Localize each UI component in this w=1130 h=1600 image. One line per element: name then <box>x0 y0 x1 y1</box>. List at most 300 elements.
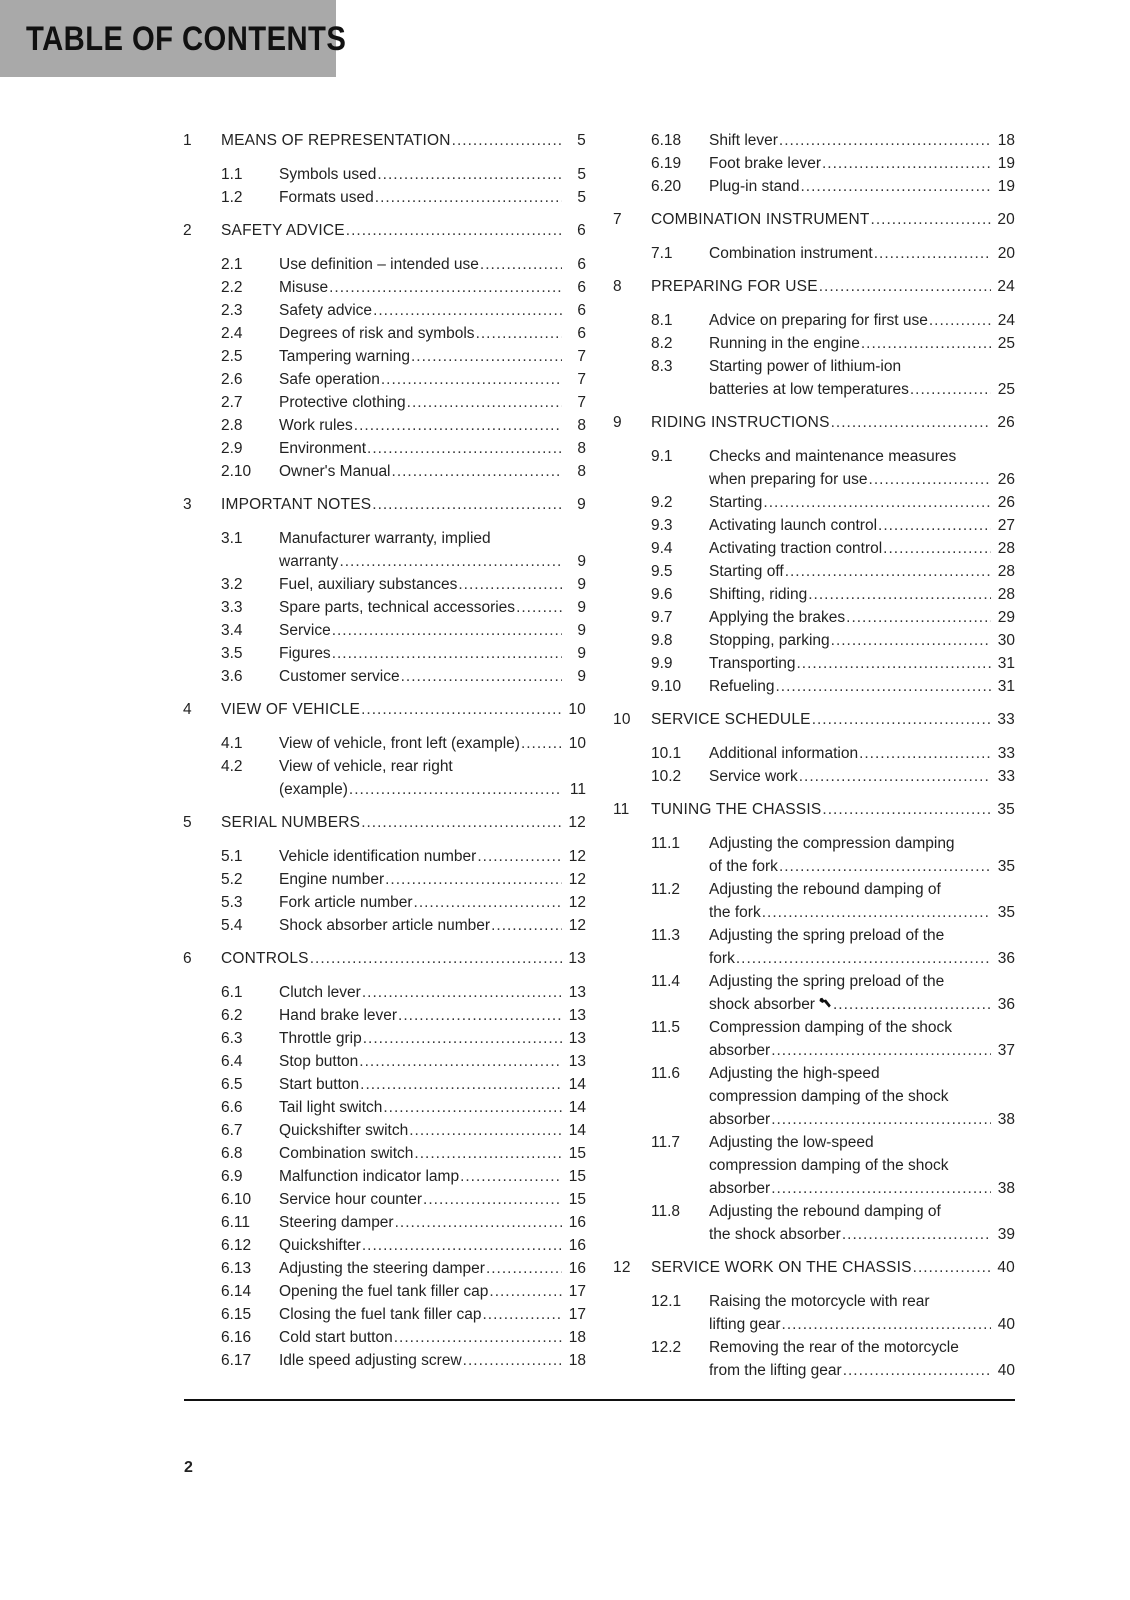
entry-title <box>709 742 1015 765</box>
entry-title-line <box>709 537 1015 560</box>
toc-subsection-entry[interactable] <box>613 1336 1015 1382</box>
dot-leader <box>489 1280 562 1303</box>
toc-subsection-entry[interactable] <box>183 1004 586 1027</box>
entry-page-number: 18 <box>997 132 1015 149</box>
entry-title-text: Symbols used <box>279 166 377 183</box>
entry-title-text: Vehicle identification number <box>279 848 477 865</box>
entry-page-number: 26 <box>997 494 1015 511</box>
entry-number: 10.1 <box>651 745 682 762</box>
toc-subsection-entry[interactable] <box>613 152 1015 175</box>
entry-title <box>709 242 1015 265</box>
entry-number: 3.6 <box>221 668 243 685</box>
toc-subsection-entry[interactable] <box>613 765 1015 788</box>
toc-subsection-entry[interactable] <box>183 1119 586 1142</box>
toc-subsection-entry[interactable] <box>183 642 586 665</box>
toc-subsection-entry[interactable] <box>613 652 1015 675</box>
entry-title-text: Service work <box>709 768 798 785</box>
entry-title-line <box>279 163 586 186</box>
dot-leader <box>796 652 991 675</box>
dot-leader <box>763 491 991 514</box>
toc-subsection-entry[interactable] <box>613 924 1015 970</box>
entry-title-line <box>221 493 586 516</box>
entry-title <box>709 606 1015 629</box>
entry-title-line <box>709 675 1015 698</box>
toc-subsection-entry[interactable] <box>183 1326 586 1349</box>
toc-subsection-entry[interactable] <box>183 573 586 596</box>
toc-subsection-entry[interactable] <box>613 560 1015 583</box>
entry-page-number: 6 <box>577 256 586 273</box>
entry-number: 9.9 <box>651 655 673 672</box>
entry-title-line: Adjusting the spring preload of the <box>709 927 945 944</box>
entry-number: 2.10 <box>221 463 252 480</box>
toc-subsection-entry[interactable] <box>183 437 586 460</box>
dot-leader <box>843 1359 991 1382</box>
entry-title <box>651 1256 1015 1279</box>
entry-number: 12.1 <box>651 1293 682 1310</box>
entry-number: 3.2 <box>221 576 243 593</box>
entry-title-text: Safe operation <box>279 371 380 388</box>
dot-leader <box>831 411 991 434</box>
dot-leader <box>354 414 562 437</box>
entry-number: 2.9 <box>221 440 243 457</box>
toc-subsection-entry[interactable] <box>613 129 1015 152</box>
toc-section-entry[interactable] <box>613 708 1015 731</box>
entry-number: 1.2 <box>221 189 243 206</box>
dot-leader <box>463 1349 562 1372</box>
entry-title-text: SERVICE SCHEDULE <box>651 711 811 728</box>
toc-section-entry[interactable] <box>613 798 1015 821</box>
entry-page-number: 14 <box>568 1099 586 1116</box>
entry-title-line <box>279 1142 586 1165</box>
dot-leader <box>411 345 562 368</box>
entry-title-line <box>709 1223 1015 1246</box>
entry-page-number: 20 <box>997 211 1015 228</box>
entry-title-line <box>709 1177 1015 1200</box>
toc-subsection-entry[interactable] <box>183 527 586 573</box>
toc-subsection-entry[interactable] <box>613 629 1015 652</box>
entry-title-text: Applying the brakes <box>709 609 846 626</box>
entry-page-number: 12 <box>568 894 586 911</box>
entry-title <box>279 665 586 688</box>
toc-subsection-entry[interactable] <box>183 1027 586 1050</box>
entry-title <box>279 253 586 276</box>
entry-title-text: Fuel, auxiliary substances <box>279 576 458 593</box>
entry-title-line <box>651 1256 1015 1279</box>
dot-leader <box>392 460 562 483</box>
entry-page-number: 36 <box>997 996 1015 1013</box>
entry-title-text: Idle speed adjusting screw <box>279 1352 462 1369</box>
entry-title <box>279 299 586 322</box>
toc-subsection-entry[interactable] <box>613 583 1015 606</box>
toc-subsection-entry[interactable] <box>183 1234 586 1257</box>
entry-title-line <box>279 1073 586 1096</box>
entry-title-text: Protective clothing <box>279 394 406 411</box>
entry-title-line <box>709 855 1015 878</box>
entry-title-text: Customer service <box>279 668 400 685</box>
toc-subsection-entry[interactable] <box>613 355 1015 401</box>
toc-subsection-entry[interactable] <box>613 514 1015 537</box>
entry-page-number: 38 <box>997 1180 1015 1197</box>
toc-subsection-entry[interactable] <box>613 1062 1015 1131</box>
toc-subsection-entry[interactable] <box>183 1165 586 1188</box>
entry-title <box>279 1280 586 1303</box>
entry-number: 6 <box>183 950 192 967</box>
footer-divider <box>184 1399 1015 1401</box>
wrench-icon <box>818 993 832 1005</box>
toc-subsection-entry[interactable] <box>183 1096 586 1119</box>
entry-title-line <box>709 468 1015 491</box>
entry-title-line <box>279 778 586 801</box>
entry-title-text: Opening the fuel tank filler cap <box>279 1283 489 1300</box>
entry-title-line <box>279 1188 586 1211</box>
toc-subsection-entry[interactable] <box>183 299 586 322</box>
entry-page-number: 36 <box>997 950 1015 967</box>
dot-leader <box>372 493 562 516</box>
entry-page-number: 10 <box>568 735 586 752</box>
entry-title-line <box>709 606 1015 629</box>
entry-title-line: Checks and maintenance measures <box>709 448 957 465</box>
entry-title-line <box>279 276 586 299</box>
toc-subsection-entry[interactable] <box>613 1131 1015 1200</box>
entry-title-line <box>279 1050 586 1073</box>
toc-column-right <box>613 129 1015 1382</box>
entry-title-text: CONTROLS <box>221 950 309 967</box>
entry-title-line <box>279 914 586 937</box>
entry-title <box>709 445 1015 491</box>
entry-title <box>709 129 1015 152</box>
entry-title-text: the fork <box>709 904 761 921</box>
toc-subsection-entry[interactable] <box>183 1280 586 1303</box>
toc-subsection-entry[interactable] <box>183 460 586 483</box>
entry-number: 11.4 <box>651 973 681 990</box>
entry-title-line: Manufacturer warranty, implied <box>279 530 491 547</box>
entry-title-line <box>709 514 1015 537</box>
entry-title-text: VIEW OF VEHICLE <box>221 701 361 718</box>
entry-title <box>279 1050 586 1073</box>
dot-leader <box>394 1326 562 1349</box>
entry-title <box>709 629 1015 652</box>
entry-title-line <box>709 560 1015 583</box>
dot-leader <box>349 778 562 801</box>
entry-title <box>709 970 1015 1016</box>
toc-subsection-entry[interactable] <box>613 309 1015 332</box>
toc-subsection-entry[interactable] <box>183 665 586 688</box>
entry-number: 6.20 <box>651 178 682 195</box>
toc-subsection-entry[interactable] <box>613 1200 1015 1246</box>
entry-title-text: IMPORTANT NOTES <box>221 496 372 513</box>
toc-subsection-entry[interactable] <box>183 391 586 414</box>
entry-title-text: Steering damper <box>279 1214 394 1231</box>
toc-subsection-entry[interactable] <box>183 276 586 299</box>
entry-title <box>279 437 586 460</box>
entry-page-number: 28 <box>997 563 1015 580</box>
entry-title <box>279 619 586 642</box>
toc-subsection-entry[interactable] <box>613 878 1015 924</box>
dot-leader <box>800 175 991 198</box>
entry-page-number: 8 <box>577 463 586 480</box>
entry-title-line <box>221 947 586 970</box>
entry-number: 6.15 <box>221 1306 252 1323</box>
entry-page-number: 38 <box>997 1111 1015 1128</box>
toc-section-entry[interactable] <box>183 947 586 970</box>
entry-title <box>279 1165 586 1188</box>
toc-subsection-entry[interactable] <box>613 491 1015 514</box>
dot-leader <box>362 1234 562 1257</box>
dot-leader <box>822 152 991 175</box>
entry-title-text: Service <box>279 622 331 639</box>
entry-title-text: Activating traction control <box>709 540 883 557</box>
toc-subsection-entry[interactable] <box>183 163 586 186</box>
entry-page-number: 40 <box>997 1316 1015 1333</box>
entry-page-number: 11 <box>569 781 586 798</box>
entry-title-line: Removing the rear of the motorcycle <box>709 1339 959 1356</box>
entry-number: 11.6 <box>651 1065 681 1082</box>
entry-title-line <box>651 708 1015 731</box>
entry-title-text: TUNING THE CHASSIS <box>651 801 822 818</box>
entry-title-line <box>279 1234 586 1257</box>
dot-leader <box>846 606 991 629</box>
toc-subsection-entry[interactable] <box>613 1016 1015 1062</box>
entry-title <box>279 163 586 186</box>
entry-title-line <box>279 1303 586 1326</box>
dot-leader <box>339 550 562 573</box>
entry-page-number: 12 <box>568 848 586 865</box>
entry-title-line <box>709 1359 1015 1382</box>
entry-number: 6.9 <box>221 1168 243 1185</box>
entry-page-number: 9 <box>577 553 586 570</box>
entry-title <box>279 642 586 665</box>
entry-title-line <box>709 491 1015 514</box>
entry-page-number: 6 <box>577 325 586 342</box>
dot-leader <box>480 253 562 276</box>
entry-title-line <box>709 152 1015 175</box>
toc-subsection-entry[interactable] <box>183 1211 586 1234</box>
entry-title-text: Starting off <box>709 563 784 580</box>
entry-title-text: SERIAL NUMBERS <box>221 814 361 831</box>
dot-leader <box>831 629 991 652</box>
entry-title <box>279 1119 586 1142</box>
toc-section-entry[interactable] <box>183 219 586 242</box>
entry-title-text: of the fork <box>709 858 778 875</box>
entry-number: 12 <box>613 1259 631 1276</box>
toc-subsection-entry[interactable] <box>613 1290 1015 1336</box>
entry-page-number: 5 <box>577 166 586 183</box>
toc-subsection-entry[interactable] <box>183 845 586 868</box>
entry-title-text: Stop button <box>279 1053 359 1070</box>
dot-leader <box>398 1004 562 1027</box>
entry-title-line <box>279 732 586 755</box>
toc-section-entry[interactable] <box>183 698 586 721</box>
dot-leader <box>521 732 562 755</box>
toc-subsection-entry[interactable] <box>613 332 1015 355</box>
entry-title-line <box>279 437 586 460</box>
toc-subsection-entry[interactable] <box>183 322 586 345</box>
entry-number: 1.1 <box>221 166 243 183</box>
entry-title-text: Tampering warning <box>279 348 410 365</box>
toc-subsection-entry[interactable] <box>613 970 1015 1016</box>
toc-section-entry[interactable] <box>183 811 586 834</box>
entry-title-line <box>279 596 586 619</box>
entry-title <box>279 460 586 483</box>
entry-page-number: 24 <box>997 312 1015 329</box>
entry-title-text: COMBINATION INSTRUMENT <box>651 211 870 228</box>
entry-number: 9.5 <box>651 563 673 580</box>
toc-subsection-entry[interactable] <box>613 606 1015 629</box>
toc-subsection-entry[interactable] <box>183 732 586 755</box>
toc-subsection-entry[interactable] <box>183 1188 586 1211</box>
entry-title-line: Adjusting the low-speed <box>709 1134 874 1151</box>
toc-subsection-entry[interactable] <box>613 832 1015 878</box>
entry-title <box>651 208 1015 231</box>
entry-title-text: Transporting <box>709 655 796 672</box>
entry-page-number: 6 <box>577 222 586 239</box>
entry-number: 6.12 <box>221 1237 252 1254</box>
entry-title-line <box>709 742 1015 765</box>
toc-column-left <box>183 129 586 1372</box>
entry-page-number: 13 <box>568 950 586 967</box>
entry-title-text: Stopping, parking <box>709 632 830 649</box>
toc-subsection-entry[interactable] <box>183 1073 586 1096</box>
entry-title <box>709 1016 1015 1062</box>
entry-title-text: the shock absorber <box>709 1226 841 1243</box>
page-title: TABLE OF CONTENTS <box>26 20 347 58</box>
entry-title-text: Work rules <box>279 417 353 434</box>
dot-leader <box>486 1257 562 1280</box>
dot-leader <box>346 219 562 242</box>
toc-subsection-entry[interactable] <box>183 345 586 368</box>
entry-title-line <box>709 129 1015 152</box>
toc-subsection-entry[interactable] <box>183 868 586 891</box>
toc-subsection-entry[interactable] <box>183 1050 586 1073</box>
dot-leader <box>381 368 562 391</box>
entry-page-number: 16 <box>568 1214 586 1231</box>
entry-title <box>221 493 586 516</box>
entry-title <box>221 129 586 152</box>
entry-title-line <box>279 345 586 368</box>
entry-number: 3.5 <box>221 645 243 662</box>
toc-subsection-entry[interactable] <box>183 981 586 1004</box>
entry-number: 4.2 <box>221 758 243 775</box>
entry-title-line <box>709 901 1015 924</box>
entry-title-text: Cold start button <box>279 1329 393 1346</box>
toc-subsection-entry[interactable] <box>183 368 586 391</box>
entry-title-text: Safety advice <box>279 302 373 319</box>
toc-subsection-entry[interactable] <box>183 914 586 937</box>
entry-title-text: Combination instrument <box>709 245 873 262</box>
entry-page-number: 15 <box>568 1145 586 1162</box>
toc-subsection-entry[interactable] <box>613 675 1015 698</box>
entry-title <box>279 1142 586 1165</box>
header-banner <box>0 0 347 77</box>
entry-number: 6.3 <box>221 1030 243 1047</box>
entry-title <box>709 309 1015 332</box>
dot-leader <box>383 1096 562 1119</box>
toc-subsection-entry[interactable] <box>183 619 586 642</box>
toc-subsection-entry[interactable] <box>613 537 1015 560</box>
entry-title <box>651 275 1015 298</box>
entry-title <box>279 276 586 299</box>
entry-page-number: 37 <box>997 1042 1015 1059</box>
entry-page-number: 7 <box>577 348 586 365</box>
entry-title-line: compression damping of the shock <box>709 1088 949 1105</box>
toc-subsection-entry[interactable] <box>183 1142 586 1165</box>
entry-title <box>709 1200 1015 1246</box>
toc-subsection-entry[interactable] <box>183 1349 586 1372</box>
toc-subsection-entry[interactable] <box>183 186 586 209</box>
toc-subsection-entry[interactable] <box>183 253 586 276</box>
entry-page-number: 10 <box>568 701 586 718</box>
entry-title-line <box>279 1004 586 1027</box>
entry-page-number: 18 <box>568 1352 586 1369</box>
toc-subsection-entry[interactable] <box>183 891 586 914</box>
entry-title-line <box>279 573 586 596</box>
entry-title <box>279 891 586 914</box>
dot-leader <box>482 1303 562 1326</box>
toc-section-entry[interactable] <box>613 411 1015 434</box>
entry-number: 9.4 <box>651 540 673 557</box>
entry-title <box>709 560 1015 583</box>
dot-leader <box>861 332 991 355</box>
entry-number: 6.10 <box>221 1191 252 1208</box>
entry-number: 2 <box>183 222 192 239</box>
toc-subsection-entry[interactable] <box>613 175 1015 198</box>
entry-number: 9.1 <box>651 448 673 465</box>
entry-title-line: compression damping of the shock <box>709 1157 949 1174</box>
entry-page-number: 16 <box>568 1237 586 1254</box>
entry-title-text: Start button <box>279 1076 360 1093</box>
dot-leader <box>799 765 991 788</box>
entry-title-text: Closing the fuel tank filler cap <box>279 1306 482 1323</box>
entry-title <box>279 732 586 755</box>
toc-section-entry[interactable] <box>183 493 586 516</box>
toc-subsection-entry[interactable] <box>613 242 1015 265</box>
entry-page-number: 9 <box>577 599 586 616</box>
entry-title-line: Adjusting the rebound damping of <box>709 1203 941 1220</box>
toc-subsection-entry[interactable] <box>183 1303 586 1326</box>
toc-section-entry[interactable] <box>183 129 586 152</box>
toc-subsection-entry[interactable] <box>613 445 1015 491</box>
dot-leader <box>878 514 991 537</box>
entry-title <box>279 1096 586 1119</box>
entry-title-text: PREPARING FOR USE <box>651 278 818 295</box>
toc-section-entry[interactable] <box>613 208 1015 231</box>
entry-page-number: 25 <box>997 335 1015 352</box>
entry-title-line <box>221 129 586 152</box>
entry-title <box>221 947 586 970</box>
toc-subsection-entry[interactable] <box>613 742 1015 765</box>
entry-title-line <box>279 460 586 483</box>
toc-subsection-entry[interactable] <box>183 1257 586 1280</box>
dot-leader <box>332 642 562 665</box>
entry-page-number: 33 <box>997 745 1015 762</box>
entry-number: 2.6 <box>221 371 243 388</box>
page-number: 2 <box>184 1459 193 1476</box>
entry-title-line <box>221 698 586 721</box>
entry-page-number: 9 <box>577 645 586 662</box>
entry-title <box>279 1349 586 1372</box>
toc-subsection-entry[interactable] <box>183 755 586 801</box>
entry-title-line <box>279 1119 586 1142</box>
toc-section-entry[interactable] <box>613 1256 1015 1279</box>
entry-page-number: 33 <box>997 711 1015 728</box>
entry-page-number: 7 <box>577 394 586 411</box>
entry-page-number: 18 <box>568 1329 586 1346</box>
toc-subsection-entry[interactable] <box>183 414 586 437</box>
toc-section-entry[interactable] <box>613 275 1015 298</box>
entry-page-number: 35 <box>997 858 1015 875</box>
dot-leader <box>385 868 562 891</box>
toc-subsection-entry[interactable] <box>183 596 586 619</box>
